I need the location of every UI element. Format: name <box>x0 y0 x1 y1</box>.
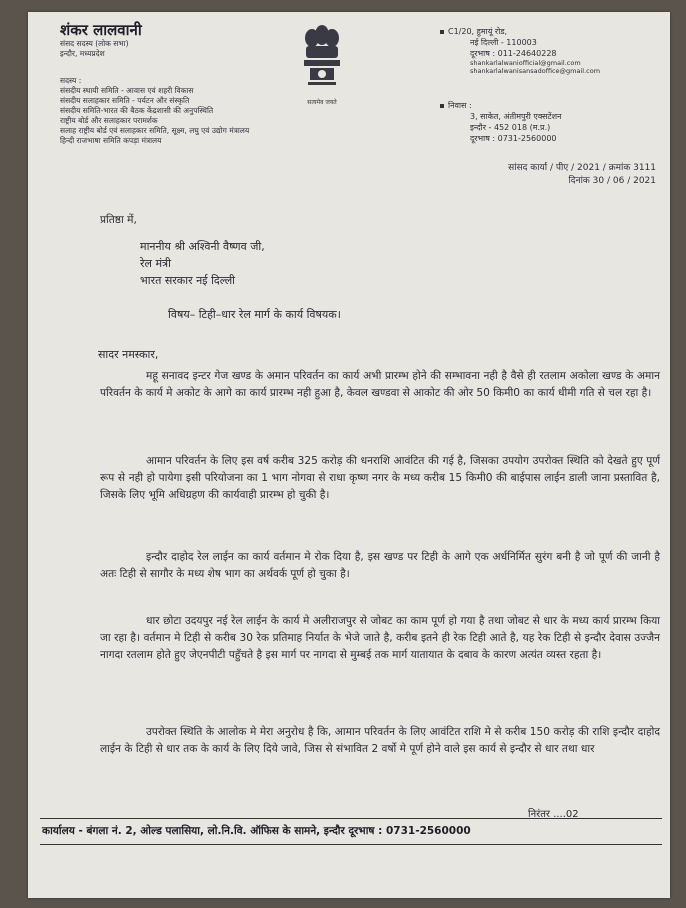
residence-line: 3, साकेत, अंतीमपुरी एक्सटेंशन <box>470 112 562 121</box>
sender-name: शंकर लालवानी <box>60 21 142 39</box>
paragraph-4: धार छोटा उदयपुर नई रेल लाईन के कार्य मे अलीराजपुर से जोबट का काम पूर्ण हो गया है तथा जोबट से धार के मध्य कार्य प्रारम्भ किया जा रहा है। वर्तमान मे टिही से करीब 30 रेक प्रतिमाह निर्यात के भेजे जाते है, करीब इतने ही रेक टिही आते है, यह रेक टिही से इन्दौर देवास उज्जैन नागदा रतलाम होते हुए जेएनपीटी पहुँचते है इस मार्ग पर नागदा से मुम्बई तक मार्ग यातायात के दबाव के कारण अत्यंत व्यस्त रहता है। <box>100 615 660 661</box>
membership-item: संसदीय सलाहकार समिति - पर्यटन और संस्कृति <box>60 96 190 105</box>
sender-details <box>60 39 129 59</box>
email-1: shankarlalwaniofficial@gmail.com <box>470 59 581 67</box>
addressee-block <box>140 238 265 289</box>
subject-line: विषय– टिही–धार रेल मार्ग के कार्य विषयक। <box>168 308 341 321</box>
memberships-list <box>60 76 249 146</box>
office-address-footer: कार्यालय - बंगला नं. 2, ओल्ड पलासिया, लो.नि.वि. ऑफिस के सामने, इन्दौर दूरभाष : 0731-2560000 <box>42 825 471 837</box>
memberships-label: सदस्य : <box>60 76 82 85</box>
delhi-address-line: C1/20, हुमायूं रोड, <box>448 27 508 36</box>
paragraph-1: महू सनावद इन्टर गेज खण्ड के अमान परिवर्तन का कार्य अभी प्रारम्भ होने की सम्भावना नही है वैसे ही रतलाम अकोला खण्ड के अमान परिवर्तन के कार्य मे अकोट के आगे का कार्य प्रारम्भ नही हुआ है, केवल खण्डवा से आकोट की ओर 50 किमी0 का कार्य धीमी गति से चल रहा है। <box>100 370 660 399</box>
reference-block <box>476 162 656 188</box>
paragraph-3: इन्दौर दाहोद रेल लाईन का कार्य वर्तमान मे रोक दिया है, इस खण्ड पर टिही के आगे एक अर्धनिर्मित सुरंग बनी है जो पूर्ण की जानी है अतः टिही से सागौर के मध्य शेष भाग का अर्थवर्क पूर्ण हो चुका है। <box>100 551 660 580</box>
delhi-address <box>440 26 600 75</box>
residence-phone: दूरभाष : 0731-2560000 <box>470 134 557 143</box>
paragraph-5: उपरोक्त स्थिति के आलोक मे मेरा अनुरोध है कि, आमान परिवर्तन के लिए आवंटित राशि मे से करीब 150 करोड़ की राशि इन्दौर दाहोद लाईन के टिही से धार तक के कार्य के लिए दिये जावे, जिस से संभावित 2 वर्षो मे पूर्ण होने वाले इस कार्य से इन्दौर से धार तथा धार <box>100 726 660 755</box>
addressee-line: रेल मंत्री <box>140 257 171 270</box>
membership-item: राष्ट्रीय बोर्ड और सलाहकार परामर्शक <box>60 116 158 125</box>
residence-line: इन्दौर - 452 018 (म.प्र.) <box>470 123 551 132</box>
addressee-line: माननीय श्री अश्विनी वैष्णव जी, <box>140 240 265 253</box>
residence-label: निवास : <box>448 101 472 110</box>
letter-page <box>28 12 670 898</box>
sender-designation: संसद सदस्य (लोक सभा) <box>60 39 129 48</box>
residence-address <box>440 100 561 144</box>
delhi-address-line: नई दिल्ली - 110003 <box>470 38 537 47</box>
sender-place: इन्दौर, मध्यप्रदेश <box>60 49 105 58</box>
footer-divider-top <box>40 818 662 819</box>
letter-date: दिनांक 30 / 06 / 2021 <box>568 176 656 186</box>
salutation-to: प्रतिष्ठा में, <box>100 214 137 226</box>
email-2: shankarlalwanisansadoffice@gmail.com <box>470 67 601 75</box>
continued-marker: निरंतर ....02 <box>528 809 579 820</box>
delhi-phone: दूरभाष : 011-24640228 <box>470 49 557 58</box>
membership-item: संसदीय स्थायी समिति - आवास एवं शहरी विकास <box>60 86 194 95</box>
reference-number: सांसद कार्या / पीए / 2021 / क्रमांक 3111 <box>508 163 656 173</box>
addressee-line: भारत सरकार नई दिल्ली <box>140 274 236 287</box>
greeting: सादर नमस्कार, <box>98 348 159 361</box>
paragraph-2: आमान परिवर्तन के लिए इस वर्ष करीब 325 करोड़ की धनराशि आवंटित की गई है, जिसका उपयोग उपरोक्त स्थिति को देखते हुए पूर्ण रूप से नही हो पायेगा इसी परियोजना का 1 भाग नोगवा से राधा कृष्ण नगर के मध्य करीब 15 किमी0 की बाईपास लाईन डाली जाना प्रस्तावित है, जिसके लिए भूमि अधिग्रहण की कार्यवाही प्रारम्भ हो चुकी है। <box>100 455 660 501</box>
national-emblem-icon <box>298 24 346 106</box>
membership-item: हिन्दी राजभाषा समिति कपड़ा मंत्रालय <box>60 136 162 145</box>
membership-item: संसदीय समिति-भारत की बैठक केंद्रशासी की अनुपस्थिति <box>60 106 214 115</box>
emblem-caption: सत्यमेव जयते <box>307 99 337 106</box>
footer-divider-bottom <box>40 844 662 845</box>
membership-item: सलाह राष्ट्रीय बोर्ड एवं सलाहकार समिति, सूक्ष्म, लघु एवं उद्योग मंत्रालय <box>60 126 250 135</box>
